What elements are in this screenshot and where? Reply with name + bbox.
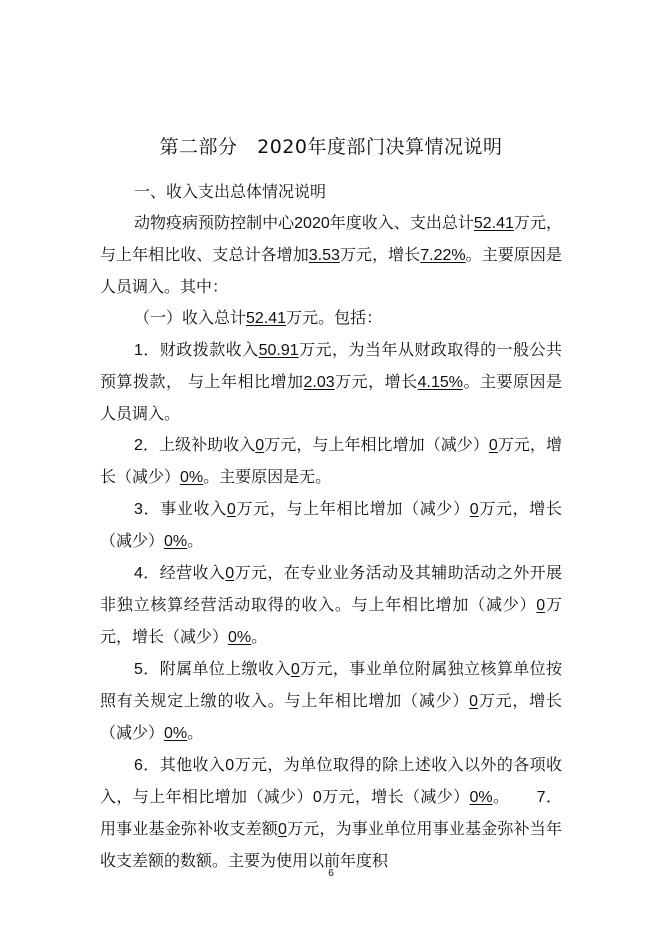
- total-value: 52.41: [473, 215, 514, 232]
- paragraph-item-1: 1．财政拨款收入50.91万元，为当年从财政取得的一般公共预算拨款， 与上年相比增加2.03万元，增长4.15%。主要原因是人员调入。: [100, 340, 562, 423]
- paragraph-item-6: 6．其他收入0万元，为单位取得的除上述收入以外的各项收入，与上年相比增加（减少）0万元，增长（减少）0%。 7．用事业基金弥补收支差额0万元，为事业单位用事业基金弥补当年收支差额的数额。主要为使用以前年度积: [100, 755, 562, 870]
- paragraph-item-2: 2．上级补助收入0万元，与上年相比增加（减少）0万元，增长（减少）0%。主要原因是无。: [100, 435, 562, 486]
- title-year: 2020: [257, 136, 308, 158]
- page-title: [0, 132, 662, 159]
- paragraph-intro: 动物疫病预防控制中心2020年度收入、支出总计52.41万元，与上年相比收、支总计各增加3.53万元，增长7.22%。主要原因是人员调入。其中：: [100, 213, 562, 296]
- increase-value: 3.53: [308, 247, 340, 264]
- rate-value: 7.22%: [420, 247, 466, 264]
- section-heading: 一、收入支出总体情况说明: [134, 182, 327, 201]
- paragraph-income-total: （一）收入总计52.41万元。包括：: [134, 308, 383, 327]
- document-body: [100, 176, 562, 876]
- title-rest: 年度部门决算情况说明: [307, 136, 503, 158]
- paragraph-item-3: 3．事业收入0万元，与上年相比增加（减少）0万元，增长（减少）0%。: [100, 499, 562, 550]
- paragraph-item-4: 4．经营收入0万元，在专业业务活动及其辅助活动之外开展非独立核算经营活动取得的收入。与上年相比增加（减少）0万元，增长（减少）0%。: [100, 563, 562, 646]
- title-part: 第二部分: [159, 136, 238, 158]
- paragraph-item-5: 5．附属单位上缴收入0万元，事业单位附属独立核算单位按照有关规定上缴的收入。与上年相比增加（减少）0万元，增长（减少）0%。: [100, 659, 562, 742]
- income-total-value: 52.41: [246, 310, 287, 327]
- page-number: 6: [328, 868, 334, 879]
